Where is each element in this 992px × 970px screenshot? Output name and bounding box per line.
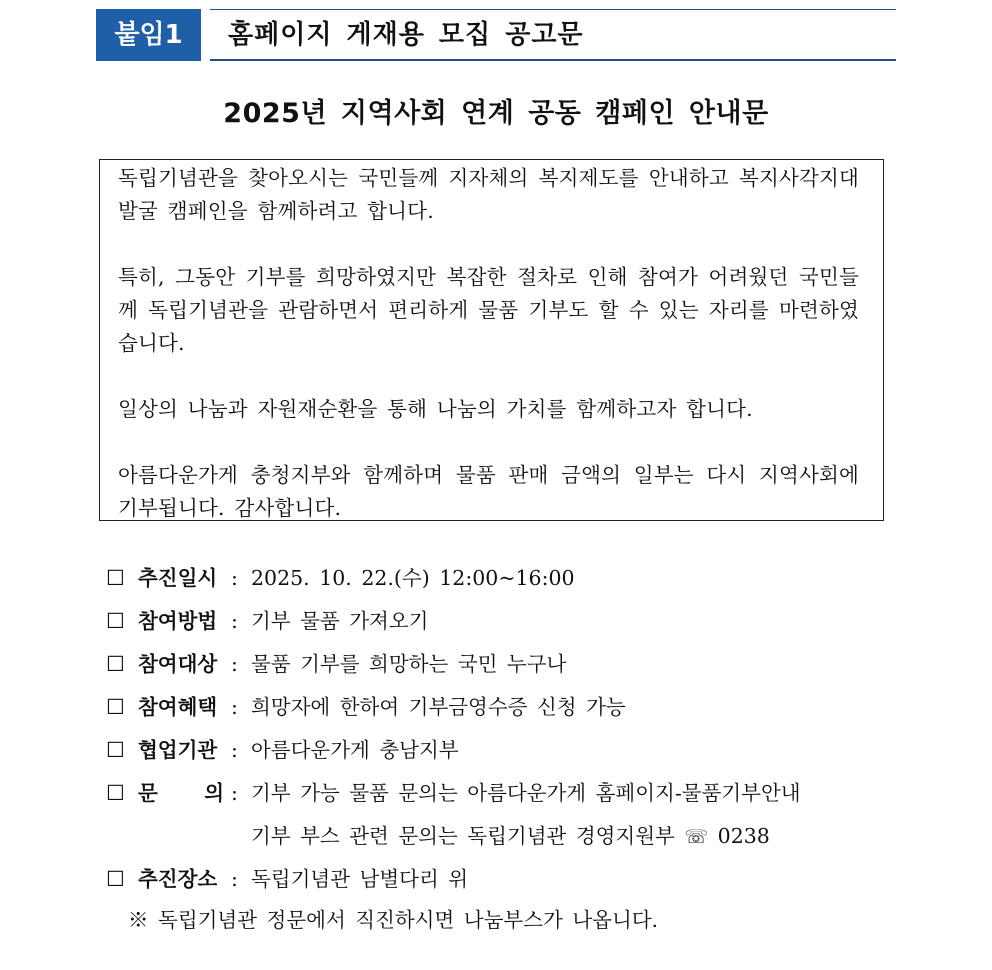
info-row-inquiry-continued: [106, 815, 906, 858]
checkbox-bullet: ☐: [106, 695, 125, 719]
document-title: 2025년 지역사회 연계 공동 캠페인 안내문: [223, 98, 769, 129]
checkbox-bullet: ☐: [106, 867, 125, 891]
info-list: [106, 557, 906, 901]
info-value: 기부 물품 가져오기: [251, 609, 429, 633]
phone-icon: ☏: [684, 826, 709, 848]
checkbox-bullet: ☐: [106, 738, 125, 762]
notice-box: [99, 159, 884, 521]
info-value: 아름다운가게 충남지부: [251, 738, 459, 762]
info-value: 희망자에 한하여 기부금영수증 신청 가능: [251, 695, 626, 719]
info-row-partner: [106, 729, 906, 772]
info-value: 2025. 10. 22.(수) 12:00~16:00: [251, 566, 575, 590]
info-value: 기부 부스 관련 문의는 독립기념관 경영지원부 ☏ 0238: [251, 815, 770, 859]
header-title: 홈페이지 게재용 모집 공고문: [228, 20, 584, 50]
info-value: 독립기념관 남별다리 위: [251, 867, 469, 891]
info-separator: :: [231, 695, 238, 719]
page-header: [96, 9, 896, 63]
info-separator: :: [231, 652, 238, 676]
info-label: 참여방법: [138, 609, 218, 633]
info-row-location: [106, 858, 906, 901]
info-separator: :: [231, 609, 238, 633]
checkbox-bullet: ☐: [106, 566, 125, 590]
header-title-bar: [210, 9, 896, 61]
info-label: 협업기관: [138, 738, 218, 762]
info-value: 물품 기부를 희망하는 국민 누구나: [251, 652, 567, 676]
notice-paragraph: 특히, 그동안 기부를 희망하였지만 복잡한 절차로 인해 참여가 어려웠던 국민들께 독립기념관을 관람하면서 편리하게 물품 기부도 할 수 있는 자리를 마련하였습니다.: [118, 265, 859, 355]
info-label: 참여대상: [138, 652, 218, 676]
notice-paragraph: 일상의 나눔과 자원재순환을 통해 나눔의 가치를 함께하고자 합니다.: [118, 397, 753, 421]
info-separator: :: [231, 566, 238, 590]
info-row-method: [106, 600, 906, 643]
attachment-badge: 붙임1: [96, 9, 201, 61]
info-separator: :: [231, 738, 238, 762]
info-label: 추진일시: [138, 566, 218, 590]
notice-paragraph: 아름다운가게 충청지부와 함께하며 물품 판매 금액의 일부는 다시 지역사회에 기부됩니다. 감사합니다.: [118, 463, 859, 520]
phone-number: 0238: [717, 824, 770, 848]
info-row-benefit: [106, 686, 906, 729]
notice-paragraph: 독립기념관을 찾아오시는 국민들께 지자체의 복지제도를 안내하고 복지사각지대 발굴 캠페인을 함께하려고 합니다.: [118, 166, 859, 223]
info-label: 추진장소: [138, 867, 218, 891]
info-row-inquiry: [106, 772, 906, 815]
checkbox-bullet: ☐: [106, 652, 125, 676]
info-separator: :: [231, 867, 238, 891]
info-label: 참여혜택: [138, 695, 218, 719]
checkbox-bullet: ☐: [106, 781, 125, 805]
info-value: 기부 가능 물품 문의는 아름다운가게 홈페이지-물품기부안내: [251, 781, 801, 805]
footnote: ※ 독립기념관 정문에서 직진하시면 나눔부스가 나옵니다.: [128, 908, 659, 932]
info-row-target: [106, 643, 906, 686]
checkbox-bullet: ☐: [106, 609, 125, 633]
info-separator: :: [231, 781, 238, 805]
info-label: 문 의: [138, 781, 224, 805]
info-row-date: [106, 557, 906, 600]
